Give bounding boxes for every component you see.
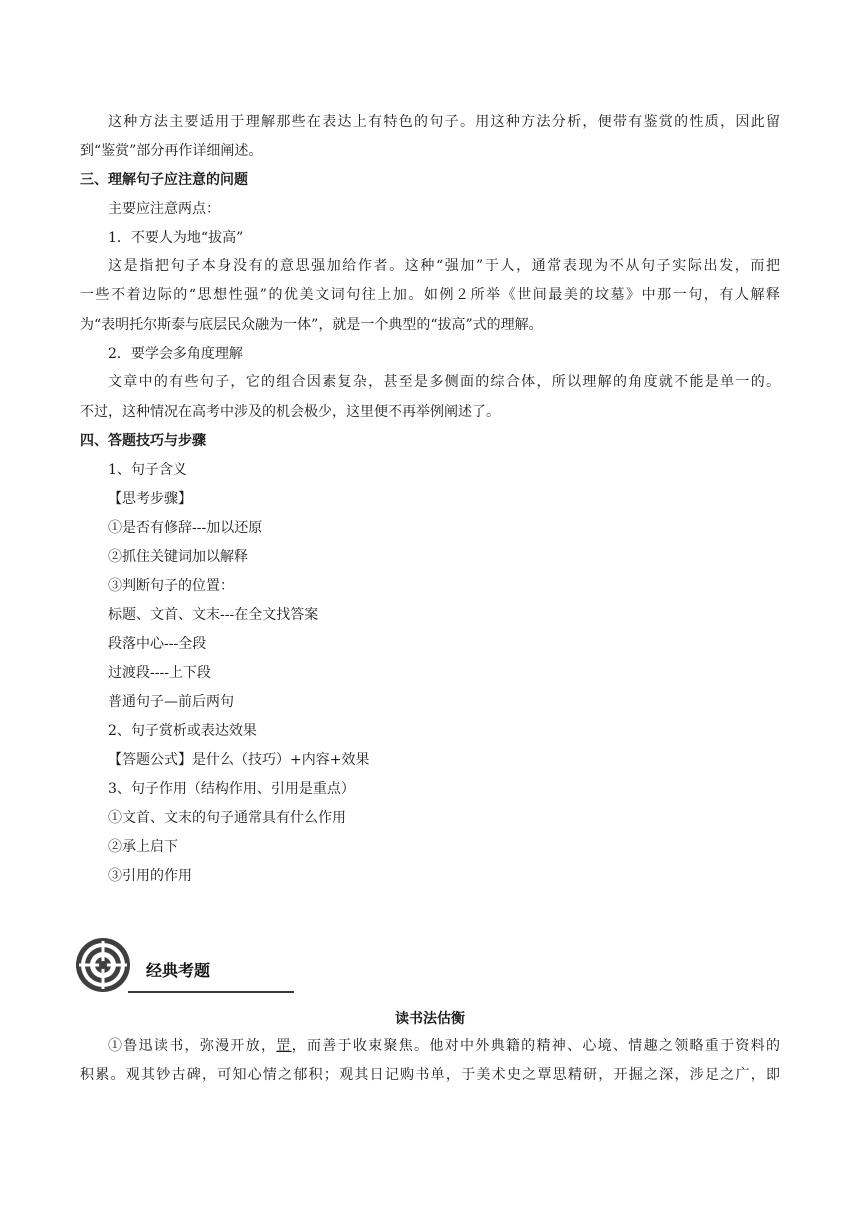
- text-span: 这是指把句子本身没有的意思强加给作者。这种“强加”于人，通常表现为不从句子实际出发，而把: [108, 258, 780, 274]
- article-title: 读书法估衡: [395, 1011, 465, 1027]
- list-item: 3、句子作用（结构作用、引用是重点）: [108, 781, 355, 797]
- list-item: 2、句子赏析或表达效果: [108, 723, 257, 739]
- paragraph-line: [80, 1061, 780, 1090]
- list-item: ③判断句子的位置：: [108, 578, 234, 594]
- list-item: 【思考步骤】: [108, 491, 192, 507]
- underlined-word: 罡: [276, 1038, 292, 1054]
- section-title: 经典考题: [146, 961, 211, 980]
- list-item: ①文首、文末的句子通常具有什么作用: [108, 810, 346, 826]
- list-item: 【答题公式】是什么（技巧）+内容+效果: [108, 752, 370, 768]
- list-item: 标题、文首、文末---在全文找答案: [108, 607, 319, 623]
- paragraph-line: 为“表明托尔斯泰与底层民众融为一体”，就是一个典型的“拔高”式的理解。: [80, 317, 543, 333]
- list-item: 普通句子—前后两句: [108, 694, 234, 710]
- list-item: 段落中心---全段: [108, 636, 207, 652]
- text-span: [80, 1038, 780, 1054]
- list-item: ①是否有修辞---加以还原: [108, 520, 263, 536]
- section-heading-3: 三、理解句子应注意的问题: [80, 172, 248, 188]
- paragraph-line: [80, 1032, 780, 1061]
- paragraph-line: 主要应注意两点：: [108, 201, 220, 217]
- section-banner: [74, 936, 224, 998]
- list-item: 1、句子含义: [108, 462, 187, 478]
- paragraph-line: [80, 108, 780, 137]
- list-item: 1．不要人为地“拔高”: [108, 230, 244, 246]
- text-span: 一些不着边际的“思想性强”的优美文词句往上加。如例２所举《世间最美的坟墓》中那一句，有人解释: [80, 287, 780, 303]
- target-icon: [74, 936, 132, 994]
- paragraph-line: [80, 368, 780, 397]
- paragraph-line: 不过，这种情况在高考中涉及的机会极少，这里便不再举例阐述了。: [80, 404, 500, 420]
- list-item: 过渡段----上下段: [108, 665, 211, 681]
- list-item: ②承上启下: [108, 839, 178, 855]
- text-span: ①鲁迅读书，弥漫开放，: [108, 1038, 277, 1054]
- section-divider: [128, 991, 294, 993]
- list-item: ③引用的作用: [108, 868, 192, 884]
- text-span: 积累。观其钞古碑，可知心情之郁积；观其日记购书单，于美术史之覃思精研，开掘之深，涉足之广，即: [80, 1067, 780, 1083]
- list-item: ②抓住关键词加以解释: [108, 549, 248, 565]
- list-item: 2．要学会多角度理解: [108, 346, 243, 362]
- paragraph-line: [80, 252, 780, 281]
- paragraph-line: 到“鉴赏”部分再作详细阐述。: [80, 143, 263, 159]
- text-span: ，而善于收束聚焦。他对中外典籍的精神、心境、情趣之领略重于资料的: [291, 1038, 781, 1054]
- text-span: 这种方法主要适用于理解那些在表达上有特色的句子。用这种方法分析，便带有鉴赏的性质，因此留: [108, 114, 780, 130]
- text-span: 文章中的有些句子，它的组合因素复杂，甚至是多侧面的综合体，所以理解的角度就不能是单一的。: [108, 374, 780, 390]
- paragraph-line: [80, 281, 780, 310]
- section-heading-4: 四、答题技巧与步骤: [80, 433, 206, 449]
